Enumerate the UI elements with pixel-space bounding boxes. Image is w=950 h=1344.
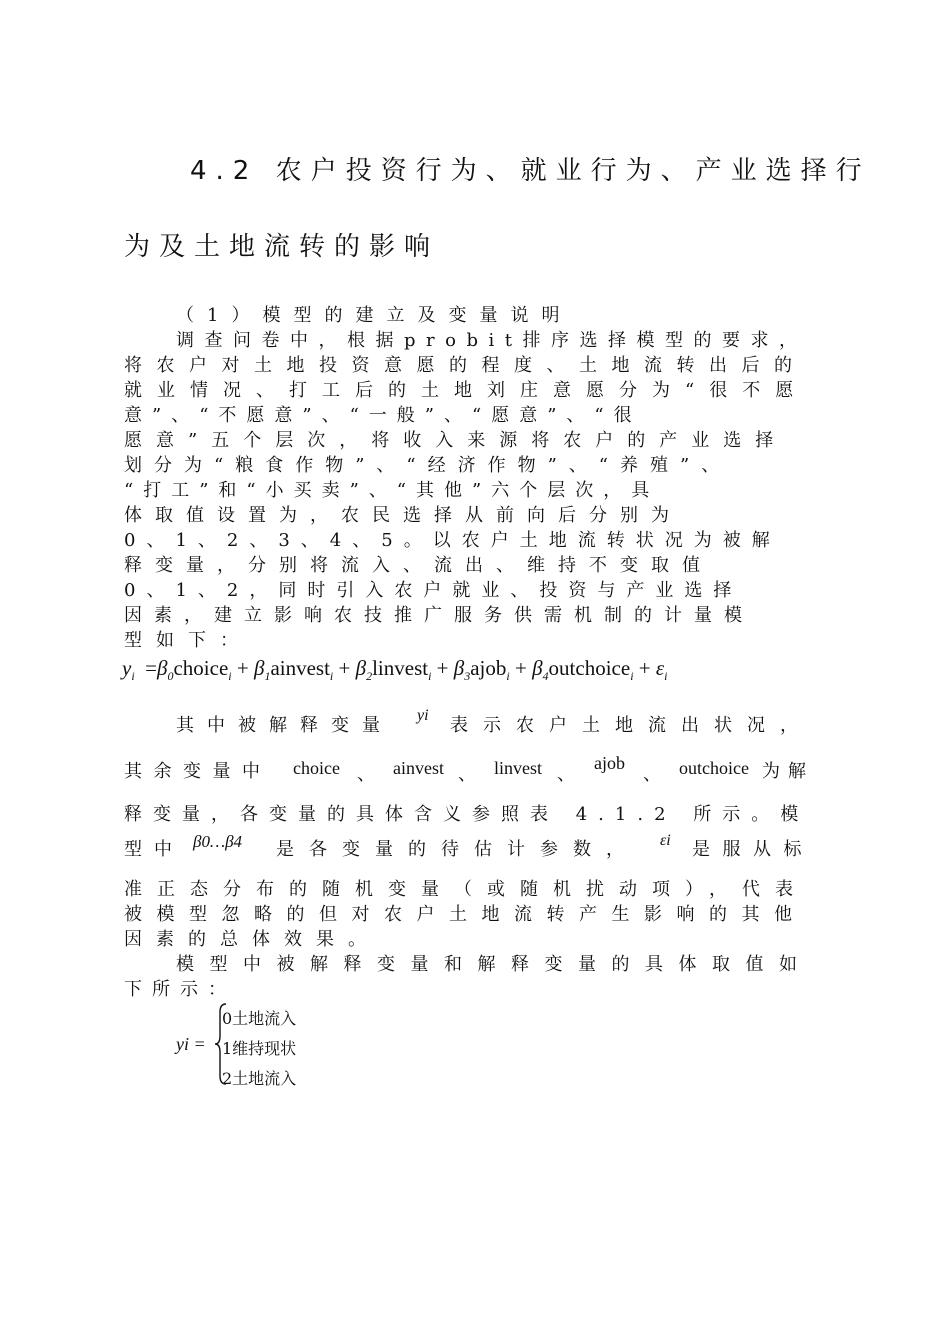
paragraph-1-line-text: 意”、“不愿意”、“一般”、“愿意”、“很 [124,405,642,426]
paragraph-1-line [124,629,814,653]
p2-line-1a: 其中被解释变量 [176,715,393,736]
sep-4: 、 [643,764,661,785]
p3-line-2: 下所示： [124,979,236,1000]
subsection-heading [176,304,580,328]
section-title-line-1: 4.2 农户投资行为、就业行为、产业选择行 [190,156,871,186]
paragraph-1-line-text: 型如下： [124,630,252,651]
eq-term-choice: choice [173,656,229,680]
var-ainvest: ainvest [393,758,444,778]
piecewise-lhs: yi = [176,1034,206,1054]
subsection-heading-text: （1）模型的建立及变量说明 [176,305,573,326]
paragraph-1-line [124,504,814,528]
paragraph-1-line-text: 调查问卷中，根据probit排序选择模型的要求， [176,330,808,351]
p2-line-4b: 是各变量的待估计参数， [276,839,639,860]
paragraph-1-line [124,404,814,428]
piecewise-case-1: 1维持现状 [222,1039,297,1058]
regression-equation: $y_i$ $=\beta_0choice_i$ + $\beta_1ainvest_i$ + $\beta_2linvest_i$ + $\beta_3ajob_i$ + $\beta_4outchoice_i + \varepsilon_i$ [122,656,668,684]
var-linvest: linvest [494,758,542,778]
paragraph-1-line-text: 0、1、2、3、4、5。以农户土地流转状况为被解 [124,530,781,551]
p2-line-6: 被模型忽略的但对农户土地流转产生影响的其他 [124,904,807,925]
paragraph-1-line-text: 释变量，分别将流入、流出、维持不变取值 [124,555,713,576]
paragraph-1-line [124,529,814,553]
paragraph-1-line-text: 就业情况、打工后的土地刘庄意愿分为“很不愿 [124,380,809,401]
sep-2: 、 [458,764,476,785]
p2-var-y: yi [417,707,429,724]
var-outchoice: outchoice [679,758,749,778]
p2-line-2b: 为解 [762,761,814,782]
p2-line-3: 释变量，各变量的具体含义参照表 4.1.2 所示。模 [124,804,810,825]
p2-line-2a: 其余变量中 [124,761,272,782]
paragraph-1-line-text: 因素，建立影响农技推广服务供需机制的计量模 [124,605,754,626]
paragraph-1-line [124,604,814,628]
paragraph-1-line [124,579,814,603]
p2-line-4a: 型中 [124,839,184,860]
p2-line-1b: 表示农户土地流出状况， [450,715,813,736]
piecewise-case-0: 0土地流入 [222,1009,297,1028]
paragraph-1-line [124,429,814,453]
paragraph-1-line [176,329,814,353]
eq-lhs: y [122,656,132,680]
paragraph-1-line-text: 0、1、2，同时引入农户就业、投资与产业选择 [124,580,743,601]
paragraph-1-line [124,379,814,403]
paragraph-1-line-text: 划分为“粮食作物”、“经济作物”、“养殖”、 [124,455,732,476]
paragraph-1-line-text: 将农户对土地投资意愿的程度、土地流转出后的 [124,355,807,376]
paragraph-1-line-text: “打工”和“小买卖”、“其他”六个层次，具 [124,480,660,501]
sep-3: 、 [557,764,575,785]
paragraph-1-line [124,554,814,578]
paragraph-1-line [124,454,814,478]
var-choice: choice [293,758,340,778]
eq-term-ajob: ajob [470,656,507,680]
p2-line-7: 因素的总体效果。 [124,929,380,950]
p2-params: β0…β4 [193,832,243,851]
paragraph-1-line [124,354,814,378]
eq-term-outchoice: outchoice [548,656,631,680]
eq-term-ainvest: ainvest [270,656,330,680]
p2-epsilon: εi [660,832,671,849]
var-ajob: ajob [594,753,625,773]
p2-line-4c: 是服从标 [692,839,814,860]
p3-line-1: 模型中被解释变量和解释变量的具体取值如 [176,954,813,975]
paragraph-1-line [124,479,814,503]
section-title-line-2: 为及土地流转的影响 [124,232,440,262]
eq-term-linvest: linvest [372,656,429,680]
paragraph-1-line-text: 愿意”五个层次，将收入来源将农户的产业选择 [124,430,788,451]
piecewise-case-2: 2土地流入 [222,1069,297,1088]
p2-line-5: 准正态分布的随机变量（或随机扰动项），代表 [124,879,808,900]
sep-1: 、 [357,764,375,785]
paragraph-1-line-text: 体取值设置为，农民选择从前向后分别为 [124,505,682,526]
